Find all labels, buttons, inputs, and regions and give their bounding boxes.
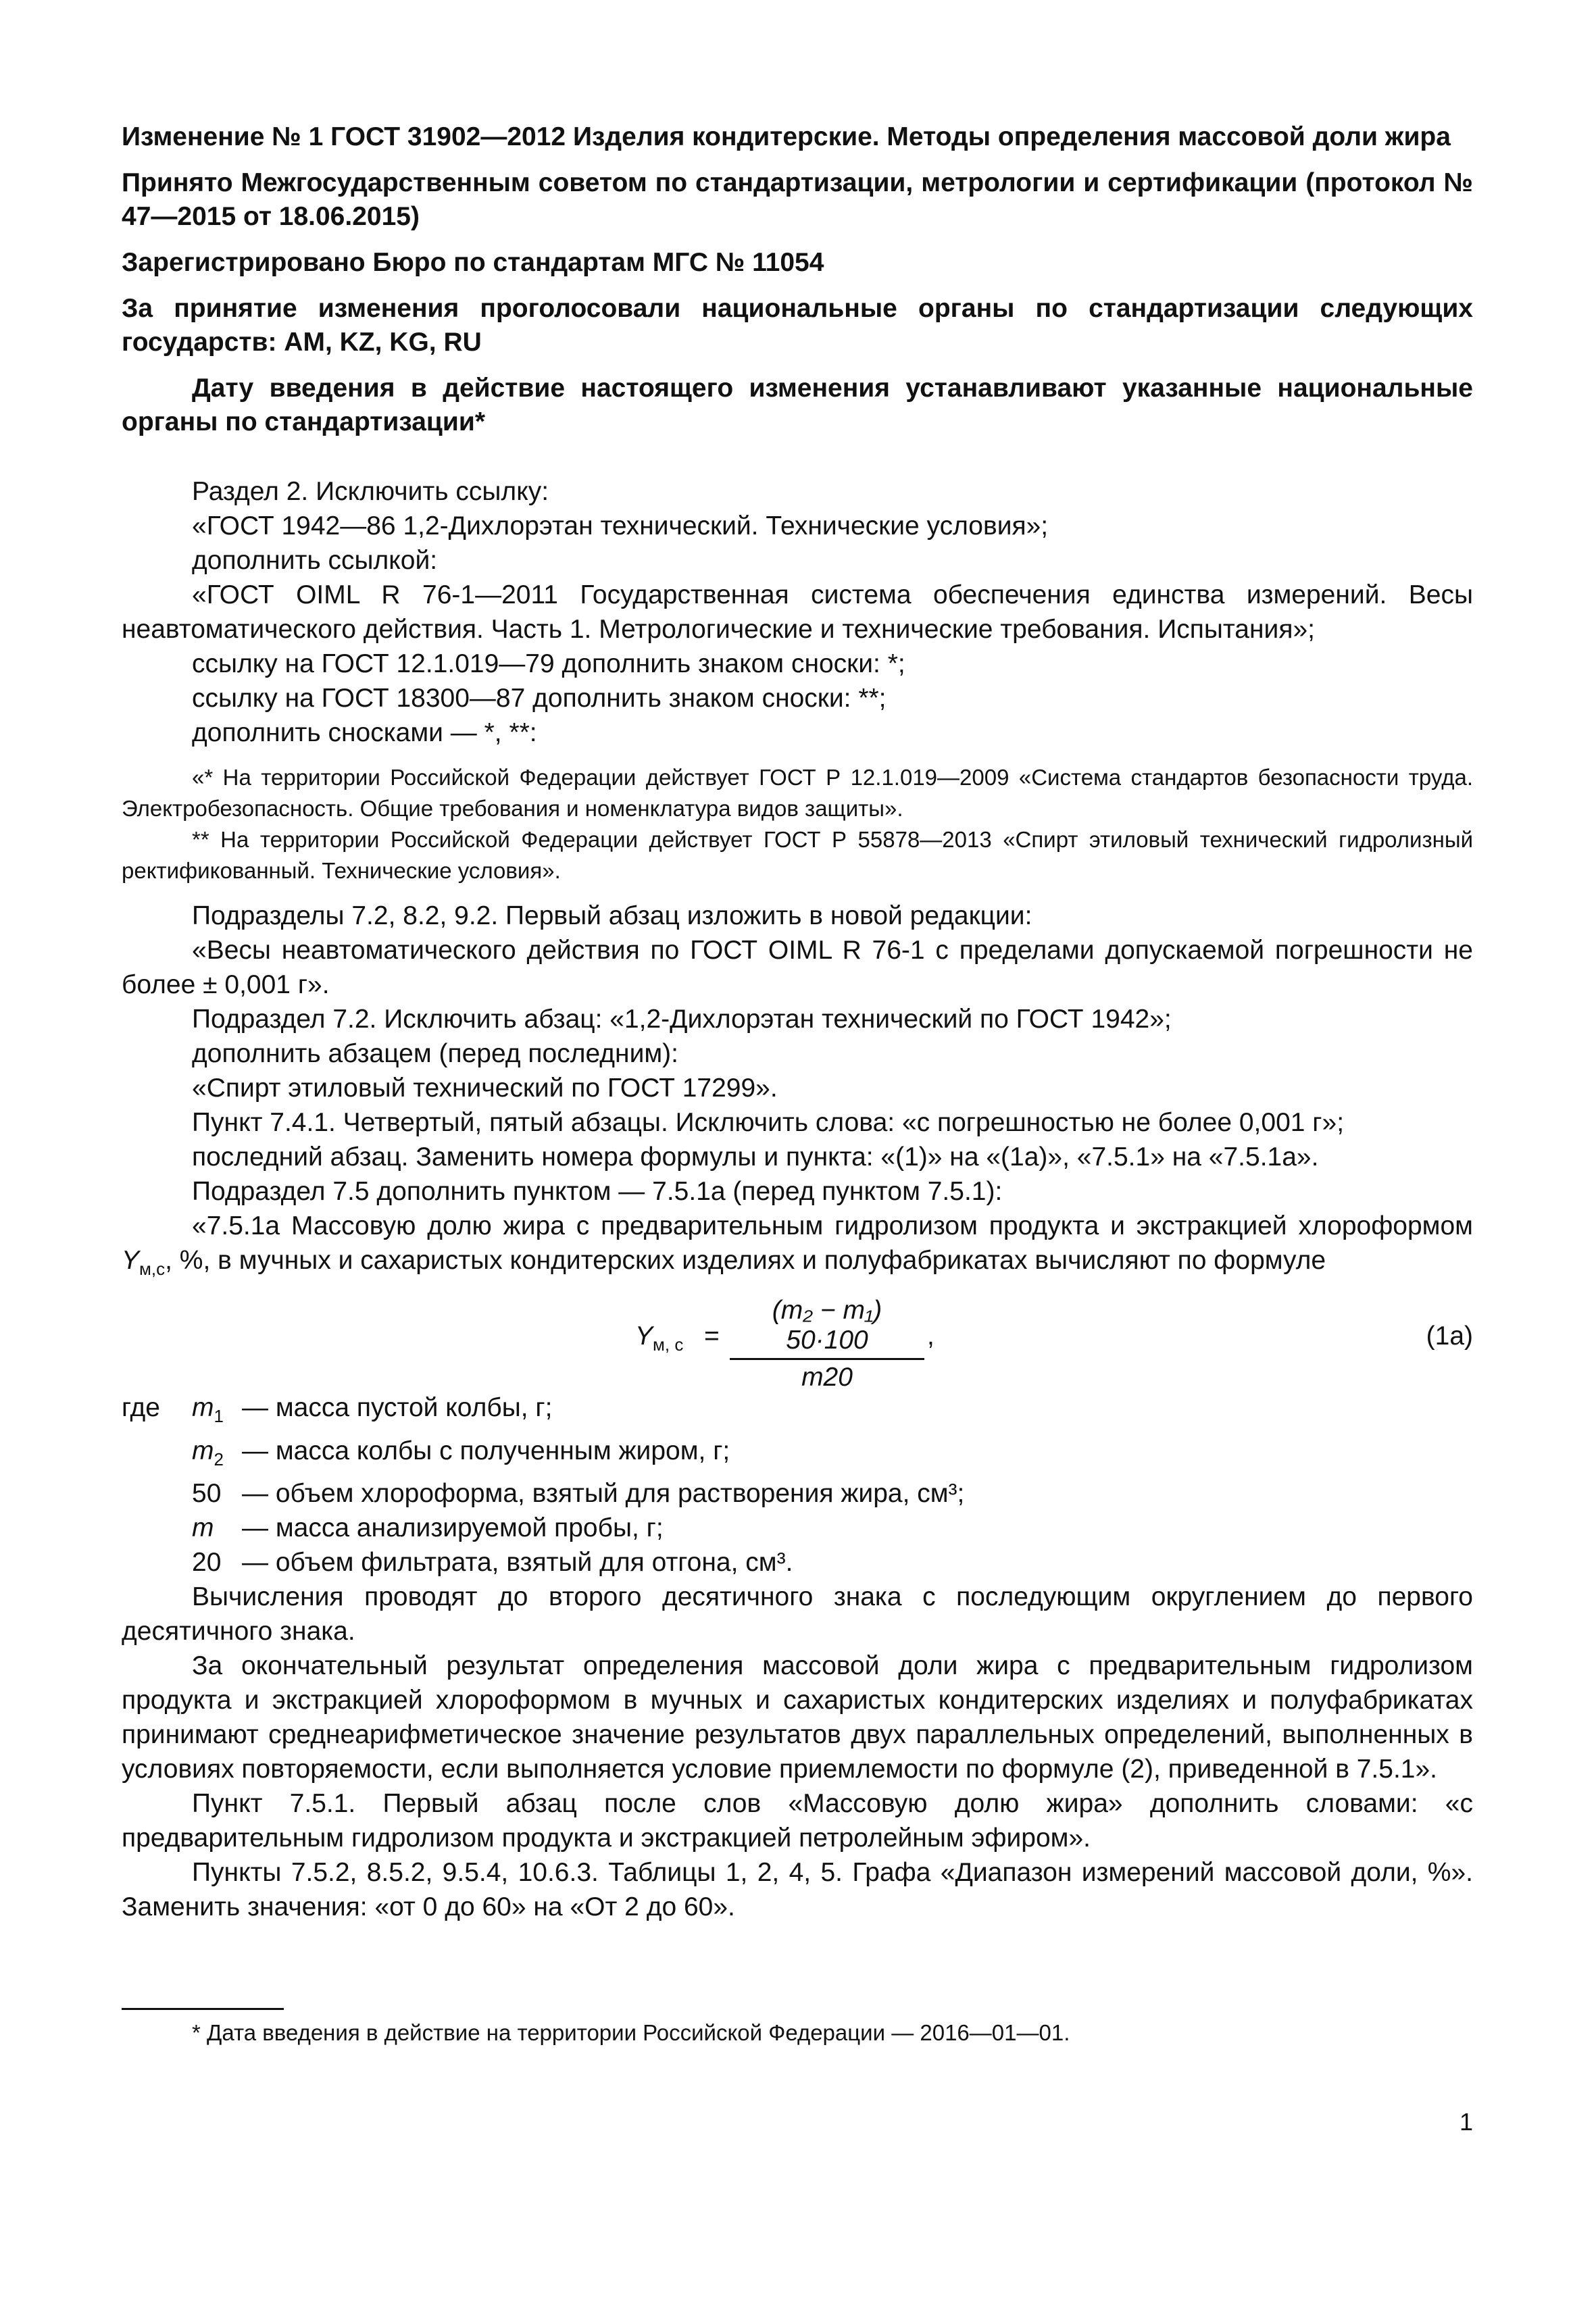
- page-number: 1: [1459, 2108, 1473, 2136]
- paragraph: Пункты 7.5.2, 8.5.2, 9.5.4, 10.6.3. Таблицы 1, 2, 4, 5. Графа «Диапазон измерений массовой доли, %». Заменить значения: «от 0 до 60» на «От 2 до 60».: [122, 1858, 1473, 1922]
- formula-lhs-subscript: м, с: [653, 1334, 684, 1355]
- formula-lhs-symbol: Y: [635, 1321, 653, 1351]
- voting-statement: За принятие изменения проголосовали национальные органы по стандартизации следующих государств: AM, KZ, KG, RU: [122, 294, 1473, 357]
- formula-equals: =: [704, 1321, 720, 1351]
- formula-lhs: [635, 1322, 683, 1355]
- where-symbol: [192, 1545, 242, 1580]
- paragraph: Вычисления проводят до второго десятичного знака с последующим округлением до первого десятичного знака.: [122, 1582, 1473, 1646]
- footnote-separator: [122, 2008, 284, 2010]
- formula-1a: [122, 1295, 1473, 1392]
- paragraph: Пункт 7.5.1. Первый абзац после слов «Массовую долю жира» дополнить словами: «с предварительным гидролизом продукта и экстракцией петролейным эфиром».: [122, 1789, 1473, 1853]
- paragraph: дополнить сносками — *, **:: [192, 718, 537, 747]
- where-description: — масса колбы с полученным жиром, г;: [242, 1436, 730, 1465]
- where-prefix: [122, 1476, 192, 1511]
- where-prefix: [122, 1511, 192, 1545]
- where-symbol-text: 20: [192, 1548, 222, 1578]
- where-prefix: где: [122, 1392, 160, 1422]
- paragraph: дополнить ссылкой:: [192, 546, 438, 575]
- where-symbol: [192, 1390, 242, 1434]
- where-symbol: [192, 1511, 242, 1545]
- where-symbol: [192, 1476, 242, 1511]
- formula-denominator: m20: [801, 1362, 853, 1392]
- paragraph-text: «7.5.1а Массовую долю жира с предварительным гидролизом продукта и экстракцией хлороформом: [192, 1211, 1473, 1240]
- where-item: [122, 1545, 1473, 1580]
- where-symbol-sub: 1: [214, 1405, 224, 1426]
- where-description: — масса пустой колбы, г;: [242, 1392, 553, 1422]
- paragraph: Подраздел 7.5 дополнить пунктом — 7.5.1а (перед пунктом 7.5.1):: [192, 1177, 1003, 1206]
- paragraph: [122, 1209, 1473, 1286]
- variable-symbol: Y: [122, 1246, 140, 1275]
- paragraph-text: , %, в мучных и сахаристых кондитерских изделиях и полуфабрикатах вычисляют по формуле: [165, 1246, 1326, 1275]
- paragraph: За окончательный результат определения массовой доли жира с предварительным гидролизом продукта и экстракцией хлороформом в мучных и сахаристых кондитерских изделиях и полуфабрикатах принимают среднеарифметическое значение результатов двух параллельных определений, выполненных в условиях повторяемости, если выполняется условие приемлемости по формуле (2), приведенной в 7.5.1».: [122, 1651, 1473, 1784]
- where-prefix: [122, 1434, 192, 1477]
- document-title: Изменение № 1 ГОСТ 31902—2012 Изделия кондитерские. Методы определения массовой доли жира: [122, 122, 1451, 151]
- where-prefix: [122, 1545, 192, 1580]
- where-item: [122, 1476, 1473, 1511]
- paragraph: Раздел 2. Исключить ссылку:: [192, 477, 549, 506]
- paragraph: Пункт 7.4.1. Четвертый, пятый абзацы. Исключить слова: «с погрешностью не более 0,001 г»;: [192, 1108, 1345, 1137]
- formula-fraction: [730, 1296, 924, 1392]
- where-description: — объем хлороформа, взятый для растворения жира, см³;: [242, 1479, 965, 1509]
- variable-subscript: м,с: [139, 1258, 166, 1279]
- formula-number: (1а): [1426, 1321, 1473, 1351]
- where-symbol: [192, 1434, 242, 1477]
- paragraph: Подраздел 7.2. Исключить абзац: «1,2-Дихлорэтан технический по ГОСТ 1942»;: [192, 1005, 1172, 1034]
- registration-statement: Зарегистрировано Бюро по стандартам МГС № 11054: [122, 248, 824, 277]
- inserted-footnote-2: ** На территории Российской Федерации действует ГОСТ Р 55878—2013 «Спирт этиловый технический гидролизный ректификованный. Технические условия».: [122, 827, 1473, 883]
- paragraph: последний абзац. Заменить номера формулы и пункта: «(1)» на «(1а)», «7.5.1» на «7.5.1а».: [192, 1142, 1319, 1172]
- where-description: — объем фильтрата, взятый для отгона, см³.: [242, 1548, 793, 1578]
- formula-comma: ,: [927, 1321, 934, 1351]
- where-symbol-text: 50: [192, 1479, 222, 1509]
- effective-date-statement: Дату введения в действие настоящего изменения устанавливают указанные национальные органы по стандартизации*: [122, 374, 1473, 436]
- paragraph: Подразделы 7.2, 8.2, 9.2. Первый абзац изложить в новой редакции:: [192, 901, 1032, 930]
- page-footnote: * Дата введения в действие на территории Российской Федерации — 2016—01—01.: [192, 2020, 1070, 2045]
- where-symbol-text: m: [192, 1513, 214, 1543]
- paragraph: «ГОСТ OIML R 76-1—2011 Государственная система обеспечения единства измерений. Весы неавтоматического действия. Часть 1. Метрологические и технические требования. Испытания»;: [122, 580, 1473, 644]
- inserted-footnote-1: «* На территории Российской Федерации действует ГОСТ Р 12.1.019—2009 «Система стандартов безопасности труда. Электробезопасность. Общие требования и номенклатура видов защиты».: [122, 765, 1473, 821]
- where-item: [122, 1390, 1473, 1434]
- document-body: [122, 120, 1473, 1924]
- adopted-statement: Принято Межгосударственным советом по стандартизации, метрологии и сертификации (протокол № 47—2015 от 18.06.2015): [122, 168, 1473, 231]
- where-symbol-sub: 2: [214, 1449, 224, 1469]
- where-description: — масса анализируемой пробы, г;: [242, 1513, 664, 1543]
- where-symbol-text: m: [192, 1392, 214, 1422]
- paragraph: дополнить абзацем (перед последним):: [192, 1039, 678, 1068]
- paragraph: ссылку на ГОСТ 12.1.019—79 дополнить знаком сноски: *;: [192, 649, 905, 678]
- paragraph: ссылку на ГОСТ 18300—87 дополнить знаком сноски: **;: [192, 684, 887, 713]
- paragraph: «Весы неавтоматического действия по ГОСТ OIML R 76-1 с пределами допускаемой погрешности не более ± 0,001 г».: [122, 936, 1473, 999]
- formula-numerator: (m₂ − m₁) 50·100: [730, 1296, 924, 1360]
- paragraph: «ГОСТ 1942—86 1,2-Дихлорэтан технический. Технические условия»;: [192, 511, 1049, 540]
- where-item: [122, 1434, 1473, 1477]
- where-symbol-text: m: [192, 1436, 214, 1465]
- paragraph: «Спирт этиловый технический по ГОСТ 17299».: [192, 1074, 778, 1103]
- where-item: [122, 1511, 1473, 1545]
- where-list: [122, 1390, 1473, 1580]
